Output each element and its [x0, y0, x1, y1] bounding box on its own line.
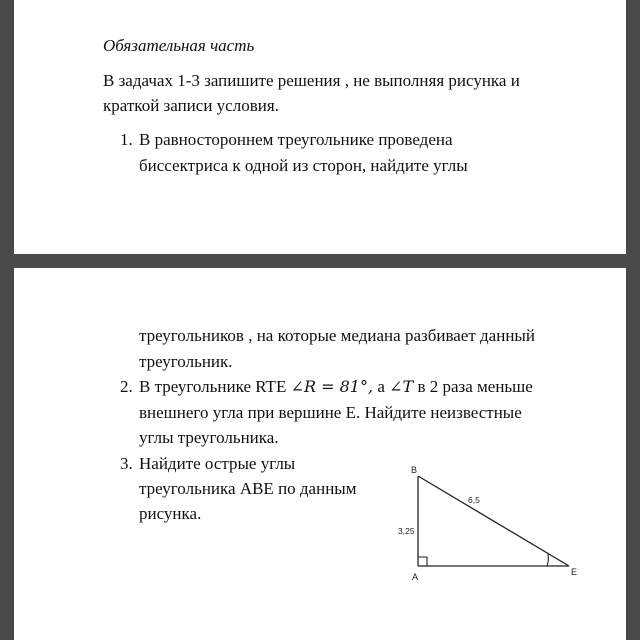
- vertex-e-label: E: [571, 567, 578, 577]
- task-1-continuation-line-1: треугольников , на которые медиана разбивает данный: [139, 326, 535, 345]
- side-be: [418, 476, 569, 566]
- task-3-line-2: треугольника ABE по данным: [139, 479, 357, 498]
- angle-r-formula: ∠R = 81°,: [290, 377, 374, 396]
- right-angle-mark: [418, 557, 427, 566]
- angle-t-formula: ∠T: [389, 377, 414, 396]
- task-2-text-after: в 2 раза меньше: [413, 377, 533, 396]
- task-1-number: 1.: [120, 130, 133, 149]
- task-1-line-2: биссектриса к одной из сторон, найдите углы: [139, 156, 468, 175]
- angle-e-arc: [547, 554, 548, 566]
- task-2-text-before: В треугольнике RTE: [139, 377, 291, 396]
- triangle-abe-figure: [14, 268, 626, 640]
- task-3-number: 3.: [120, 454, 133, 473]
- task-1-continuation-line-2: треугольник.: [139, 352, 233, 371]
- task-2-line-2: внешнего угла при вершине E. Найдите неизвестные: [139, 403, 522, 422]
- task-2-number: 2.: [120, 377, 133, 396]
- section-heading: Обязательная часть: [103, 36, 255, 55]
- document-page-1: [14, 0, 626, 254]
- document-page-2: [14, 268, 626, 640]
- side-be-length: 6,5: [468, 495, 480, 505]
- intro-line-2: краткой записи условия.: [103, 96, 279, 115]
- task-2-text-mid: а: [373, 377, 390, 396]
- task-1-line-1: В равностороннем треугольнике проведена: [139, 130, 453, 149]
- intro-line-1: В задачах 1-3 запишите решения , не выполняя рисунка и: [103, 71, 520, 90]
- task-3-line-3: рисунка.: [139, 504, 202, 523]
- task-2-line-3: углы треугольника.: [139, 428, 279, 447]
- vertex-b-label: B: [411, 465, 418, 475]
- task-3-line-1: Найдите острые углы: [139, 454, 296, 473]
- vertex-a-label: A: [412, 572, 419, 582]
- side-ab-length: 3,25: [398, 526, 415, 536]
